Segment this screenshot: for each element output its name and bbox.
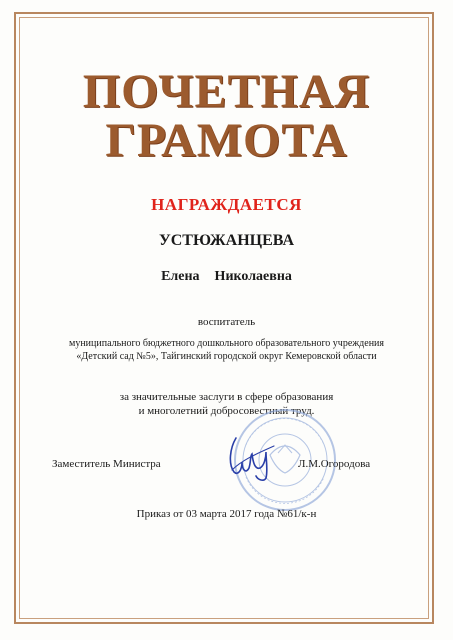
signatory-title: Заместитель Министра <box>52 458 161 470</box>
signatory-name: Л.М.Огородова <box>298 458 371 470</box>
order-reference: Приказ от 03 марта 2017 года №61/к-н <box>136 508 317 520</box>
recipient-given-names: Елена Николаевна <box>161 269 292 284</box>
organization-line-1: муниципального бюджетного дошкольного образовательного учреждения <box>68 338 384 349</box>
merit-line-1: за значительные заслуги в сфере образования <box>119 391 334 403</box>
awarded-label: НАГРАЖДАЕТСЯ <box>151 195 302 214</box>
title-line-1: ПОЧЕТНАЯ <box>82 65 371 118</box>
organization-text <box>30 337 423 363</box>
handwritten-signature-icon <box>222 430 282 482</box>
organization-line-2: «Детский сад №5», Тайгинский городской округ Кемеровской области <box>76 351 377 362</box>
title-line-2: ГРАМОТА <box>105 114 348 167</box>
merit-line-2: и многолетний добросовестный труд. <box>138 405 315 417</box>
recipient-position: воспитатель <box>197 316 256 328</box>
recipient-surname: УСТЮЖАНЦЕВА <box>158 232 295 249</box>
signature-row <box>0 458 453 474</box>
